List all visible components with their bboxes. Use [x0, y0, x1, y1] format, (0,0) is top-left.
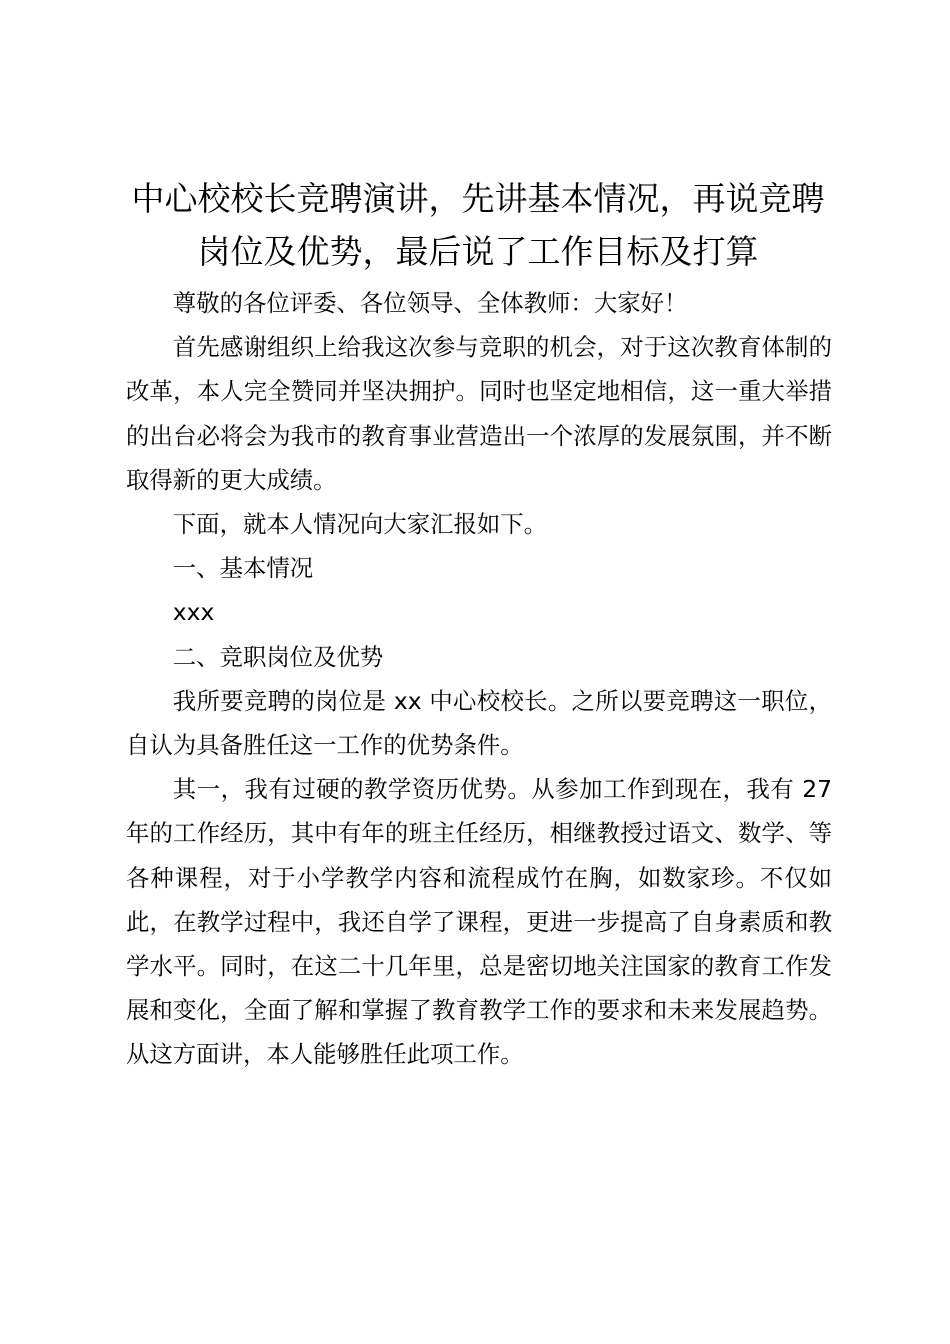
greeting-paragraph: 尊敬的各位评委、各位领导、全体教师：大家好！ [172, 289, 688, 317]
section-heading-basic-info: 一、基本情况 [172, 554, 314, 583]
document-body [126, 281, 832, 1077]
basic-info-paragraph: xxx [172, 598, 215, 627]
advantage-paragraph: 其一，我有过硬的教学资历优势。从参加工作到现在，我有 27 年的工作经历，其中有年的班主任经历，相继教授过语文、数学、等各种课程，对于小学教学内容和流程成竹在胸，如数家珍。不仅如此，在教学过程中，我还自学了课程，更进一步提高了自身素质和教学水平。同时，在这二十几年里，总是密切地关注国家的教育工作发展和变化，全面了解和掌握了教育教学工作的要求和未来发展趋势。从这方面讲，本人能够胜任此项工作。 [126, 775, 832, 1069]
report-paragraph: 下面，就本人情况向大家汇报如下。 [172, 510, 548, 539]
intro-paragraph: 首先感谢组织上给我这次参与竞职的机会，对于这次教育体制的改革，本人完全赞同并坚决拥护。同时也坚定地相信，这一重大举措的出台必将会为我市的教育事业营造出一个浓厚的发展氛围，并不断取得新的更大成绩。 [126, 333, 832, 494]
position-paragraph: 我所要竞聘的岗位是 xx 中心校校长。之所以要竞聘这一职位，自认为具备胜任这一工作的优势条件。 [126, 686, 832, 760]
document-title: 中心校校长竞聘演讲，先讲基本情况，再说竞聘岗位及优势，最后说了工作目标及打算 [131, 179, 825, 271]
section-heading-position: 二、竞职岗位及优势 [172, 642, 384, 671]
